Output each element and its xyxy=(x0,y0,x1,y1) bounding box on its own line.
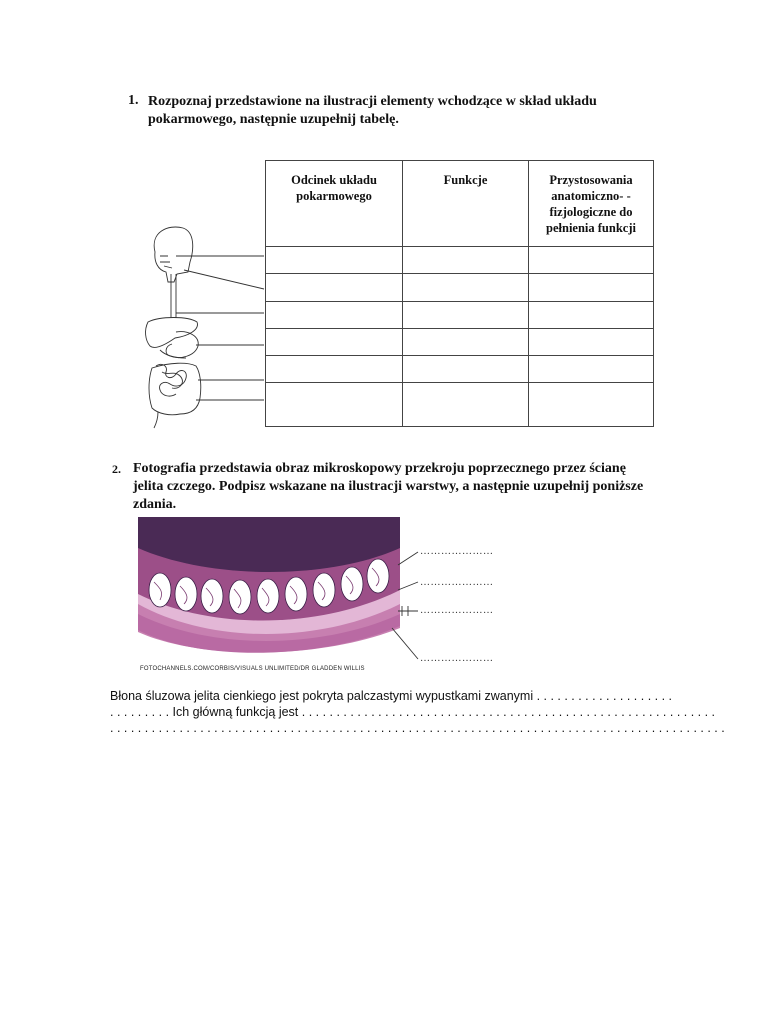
question-1-text: Rozpoznaj przedstawione na ilustracji elementy wchodzące w skład układu pokarmowego, następnie uzupełnij tabelę. xyxy=(148,94,597,127)
question-1-number: 1. xyxy=(128,93,139,108)
image-credit: FOTOCHANNELS.COM/CORBIS/VISUALS UNLIMITED/DR GLADDEN WILLIS xyxy=(140,666,365,672)
question-2-number: 2. xyxy=(112,462,121,476)
sentence-line-2: . . . . . . . . . Ich główną funkcją jest . . . . . . . . . . . . . . . . . . . . . . . . . . . . . . . . . . . . . . . . . . . . . . . . . . . . . . . . . . . . xyxy=(110,705,716,719)
header-adaptations: Przystosowania anatomiczno- -fizjologiczne do pełnienia funkcji xyxy=(529,161,654,247)
sentence-line-1: Błona śluzowa jelita cienkiego jest pokryta palczastymi wypustkami zwanymi . . . . . . . . . . . . . . . . . . . . xyxy=(110,689,673,703)
layer-label-blank[interactable]: ………………… xyxy=(420,653,494,664)
question-2-text: Fotografia przedstawia obraz mikroskopowy przekroju poprzecznego przez ścianę jelita czczego. Podpisz wskazane na ilustracji warstwy, a następnie uzupełnij poniższe zdania. xyxy=(133,461,644,512)
layer-label-blank[interactable]: ………………… xyxy=(420,577,494,588)
layer-label-blank[interactable]: ………………… xyxy=(420,546,494,557)
sentence-line-3: . . . . . . . . . . . . . . . . . . . . . . . . . . . . . . . . . . . . . . . . . . . . . . . . . . . . . . . . . . . . . . . . . . . . . . . . . . . . . . . . . . . . . . . . . xyxy=(110,721,725,735)
header-section: Odcinek układu pokarmowego xyxy=(266,161,403,247)
layer-label-blank[interactable]: ………………… xyxy=(420,605,494,616)
header-functions: Funkcje xyxy=(403,161,529,247)
